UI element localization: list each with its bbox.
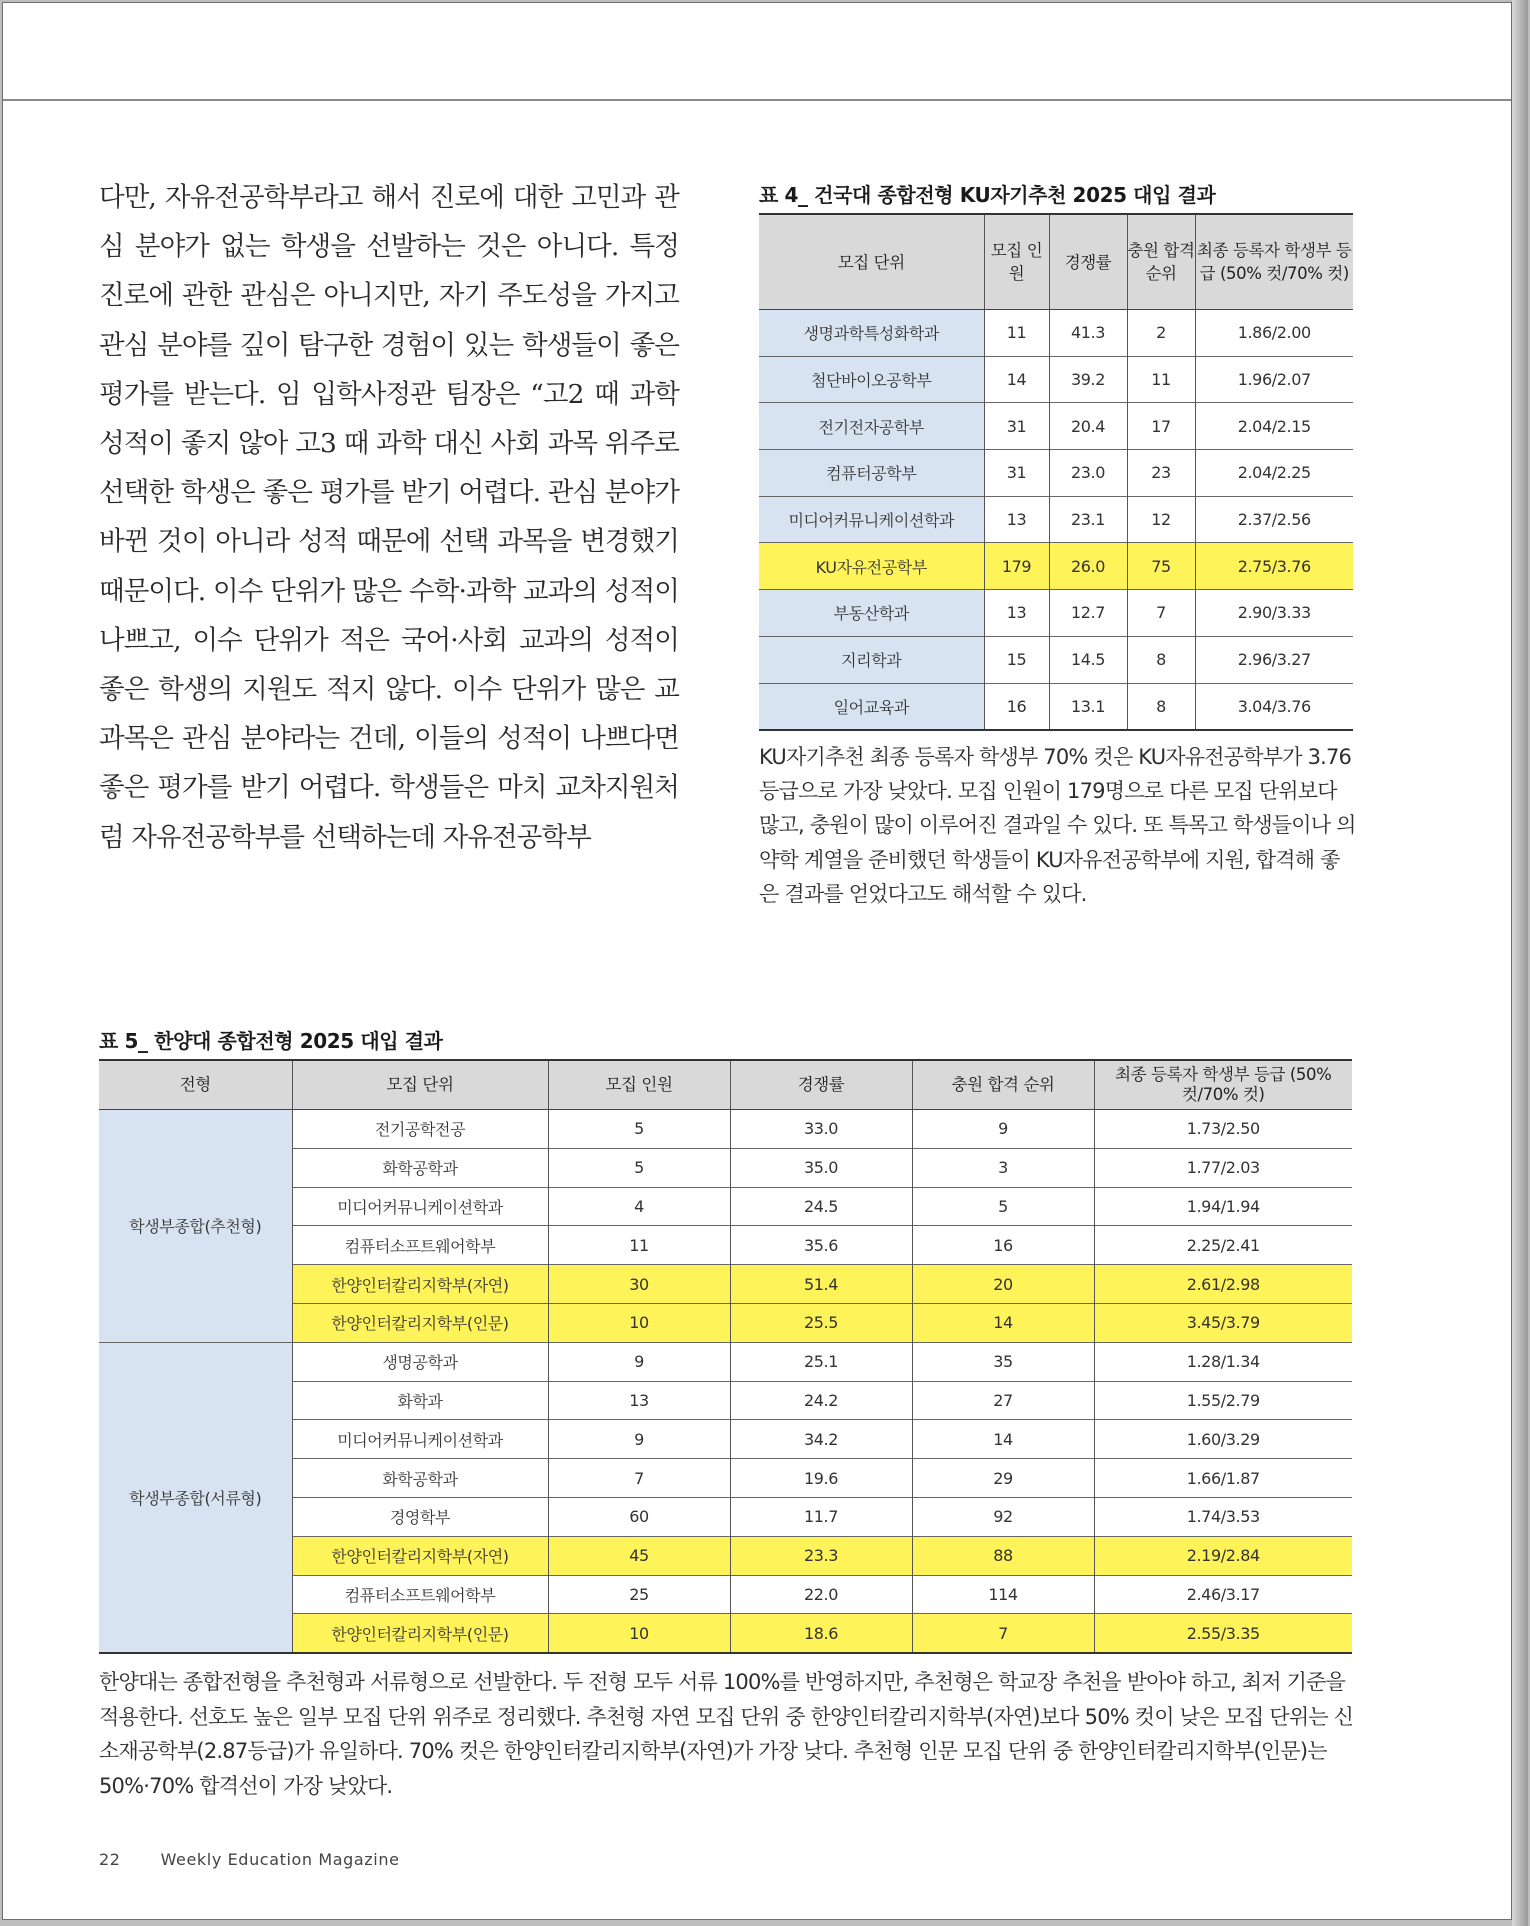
table5-cell-rank: 5 [912, 1187, 1094, 1226]
table5-cell-rank: 29 [912, 1459, 1094, 1498]
table4-cell-competition: 41.3 [1049, 310, 1127, 357]
table4-cell-unit: KU자유전공학부 [759, 543, 984, 590]
table4-note: KU자기추천 최종 등록자 학생부 70% 컷은 KU자유전공학부가 3.76등급으로 가장 낮았다. 모집 인원이 179명으로 다른 모집 단위보다 많고, 충원이 많이 이루어진 결과일 수 있다. 또 특목고 학생들이나 의약학 계열을 준비했던 학생들이 KU자유전공학부에 지원, 합격해 좋은 결과를 얻었다고도 해석할 수 있다. [759, 745, 1356, 906]
table4-cell-rank: 17 [1127, 403, 1195, 450]
table4-cell-rank: 12 [1127, 496, 1195, 543]
table4-cell-quota: 11 [984, 310, 1049, 357]
table5-header-quota: 모집 인원 [548, 1060, 730, 1110]
table4-cell-rank: 23 [1127, 450, 1195, 497]
table5-cell-quota: 9 [548, 1420, 730, 1459]
table4-cell-rank: 2 [1127, 310, 1195, 357]
table5-cell-rank: 14 [912, 1420, 1094, 1459]
table5-cell-unit: 전기공학전공 [292, 1110, 548, 1149]
table4-cell-grade: 1.96/2.07 [1195, 356, 1353, 403]
table5-cell-competition: 24.2 [730, 1381, 912, 1420]
table5-header-type: 전형 [99, 1060, 292, 1110]
table4-cell-competition: 20.4 [1049, 403, 1127, 450]
table5-cell-unit: 한양인터칼리지학부(인문) [292, 1303, 548, 1342]
table4-cell-competition: 13.1 [1049, 683, 1127, 730]
table-row [759, 450, 1353, 497]
table5-cell-competition: 51.4 [730, 1265, 912, 1304]
table5-cell-grade: 2.46/3.17 [1094, 1575, 1352, 1614]
table5-cell-quota: 13 [548, 1381, 730, 1420]
top-band [3, 3, 1511, 101]
table5-cell-quota: 60 [548, 1497, 730, 1536]
table5-cell-competition: 34.2 [730, 1420, 912, 1459]
table5-cell-quota: 11 [548, 1226, 730, 1265]
table5-cell-competition: 24.5 [730, 1187, 912, 1226]
table5-note: 한양대는 종합전형을 추천형과 서류형으로 선발한다. 두 전형 모두 서류 100%를 반영하지만, 추천형은 학교장 추천을 받아야 하고, 최저 기준을 적용한다. 선호도 높은 일부 모집 단위 위주로 정리했다. 추천형 자연 모집 단위 중 한양인터칼리지학부(자연)보다 50% 컷이 낮은 모집 단위는 신소재공학부(2.87등급)가 유일하다. 70% 컷은 한양인터칼리지학부(자연)가 가장 낮다. 추천형 인문 모집 단위 중 한양인터칼리지학부(인문)는 50%·70% 합격선이 가장 낮았다. [99, 1670, 1354, 1798]
table5-cell-unit: 미디어커뮤니케이션학과 [292, 1187, 548, 1226]
table5-cell-unit: 화학공학과 [292, 1459, 548, 1498]
table5-cell-unit: 컴퓨터소프트웨어학부 [292, 1575, 548, 1614]
table4-cell-grade: 2.04/2.15 [1195, 403, 1353, 450]
table4-cell-unit: 부동산학과 [759, 590, 984, 637]
table4-title: 표 4_ 건국대 종합전형 KU자기추천 2025 대입 결과 [759, 183, 1216, 207]
table4-cell-quota: 31 [984, 403, 1049, 450]
table5-cell-grade: 1.60/3.29 [1094, 1420, 1352, 1459]
table4-cell-competition: 14.5 [1049, 636, 1127, 683]
table5-cell-grade: 3.45/3.79 [1094, 1303, 1352, 1342]
magazine-page [2, 2, 1512, 1920]
page-number: 22 [99, 1850, 121, 1869]
table5 [99, 1059, 1352, 1654]
table5-cell-unit: 한양인터칼리지학부(자연) [292, 1265, 548, 1304]
table5-cell-competition: 19.6 [730, 1459, 912, 1498]
table5-cell-competition: 22.0 [730, 1575, 912, 1614]
table-row [759, 683, 1353, 730]
table5-cell-rank: 14 [912, 1303, 1094, 1342]
table-row [759, 590, 1353, 637]
table4-cell-competition: 26.0 [1049, 543, 1127, 590]
table4-cell-unit: 지리학과 [759, 636, 984, 683]
table4-cell-unit: 첨단바이오공학부 [759, 356, 984, 403]
table5-cell-unit: 화학공학과 [292, 1148, 548, 1187]
table4-cell-rank: 7 [1127, 590, 1195, 637]
table5-cell-unit: 생명공학과 [292, 1342, 548, 1381]
table4-cell-grade: 2.04/2.25 [1195, 450, 1353, 497]
table4-cell-quota: 179 [984, 543, 1049, 590]
table4-cell-rank: 11 [1127, 356, 1195, 403]
table4 [759, 213, 1353, 731]
table4-cell-unit: 일어교육과 [759, 683, 984, 730]
table4-cell-rank: 8 [1127, 683, 1195, 730]
table4-cell-competition: 23.0 [1049, 450, 1127, 497]
table4-cell-competition: 12.7 [1049, 590, 1127, 637]
table-row [759, 543, 1353, 590]
table4-cell-grade: 3.04/3.76 [1195, 683, 1353, 730]
table4-cell-competition: 23.1 [1049, 496, 1127, 543]
table5-cell-quota: 30 [548, 1265, 730, 1304]
table5-cell-rank: 16 [912, 1226, 1094, 1265]
table5-cell-grade: 1.66/1.87 [1094, 1459, 1352, 1498]
table5-cell-grade: 1.55/2.79 [1094, 1381, 1352, 1420]
table5-cell-rank: 114 [912, 1575, 1094, 1614]
table5-cell-competition: 25.5 [730, 1303, 912, 1342]
table5-cell-competition: 35.0 [730, 1148, 912, 1187]
table5-cell-rank: 9 [912, 1110, 1094, 1149]
table5-cell-grade: 1.74/3.53 [1094, 1497, 1352, 1536]
table4-header-competition: 경쟁률 [1049, 214, 1127, 310]
table5-cell-rank: 92 [912, 1497, 1094, 1536]
table4-header-row [759, 214, 1353, 310]
table5-cell-quota: 5 [548, 1110, 730, 1149]
table5-header-rank: 충원 합격 순위 [912, 1060, 1094, 1110]
table4-cell-grade: 2.37/2.56 [1195, 496, 1353, 543]
table5-header-row [99, 1060, 1352, 1110]
table4-header-quota: 모집 인원 [984, 214, 1049, 310]
table4-cell-quota: 14 [984, 356, 1049, 403]
table4-header-unit: 모집 단위 [759, 214, 984, 310]
table5-cell-unit: 한양인터칼리지학부(인문) [292, 1614, 548, 1653]
table4-cell-quota: 16 [984, 683, 1049, 730]
magazine-name: Weekly Education Magazine [160, 1850, 400, 1869]
table5-cell-competition: 33.0 [730, 1110, 912, 1149]
table4-cell-quota: 31 [984, 450, 1049, 497]
table5-cell-grade: 2.25/2.41 [1094, 1226, 1352, 1265]
table5-cell-unit: 한양인터칼리지학부(자연) [292, 1536, 548, 1575]
table5-title: 표 5_ 한양대 종합전형 2025 대입 결과 [99, 1029, 443, 1053]
page-curl-edge [1512, 0, 1528, 1926]
table5-cell-grade: 2.61/2.98 [1094, 1265, 1352, 1304]
table5-cell-competition: 35.6 [730, 1226, 912, 1265]
table5-cell-rank: 20 [912, 1265, 1094, 1304]
table-row [99, 1342, 1352, 1381]
table4-cell-unit: 미디어커뮤니케이션학과 [759, 496, 984, 543]
article-body: 다만, 자유전공학부라고 해서 진로에 대한 고민과 관심 분야가 없는 학생을 선발하는 것은 아니다. 특정 진로에 관한 관심은 아니지만, 자기 주도성을 가지고 관심 분야를 깊이 탐구한 경험이 있는 학생들이 좋은 평가를 받는다. 임 입학사정관 팀장은 “고2 때 과학 성적이 좋지 않아 고3 때 과학 대신 사회 과목 위주로 선택한 학생은 좋은 평가를 받기 어렵다. 관심 분야가 바뀐 것이 아니라 성적 때문에 선택 과목을 변경했기 때문이다. 이수 단위가 많은 수학·과학 교과의 성적이 나쁘고, 이수 단위가 적은 국어·사회 교과의 성적이 좋은 학생의 지원도 적지 않다. 이수 단위가 많은 교과목은 관심 분야라는 건데, 이들의 성적이 나쁘다면 좋은 평가를 받기 어렵다. 학생들은 마치 교차지원처럼 자유전공학부를 선택하는데 자유전공학부 [99, 182, 679, 853]
table4-cell-grade: 1.86/2.00 [1195, 310, 1353, 357]
table5-cell-quota: 45 [548, 1536, 730, 1575]
table4-cell-unit: 생명과학특성화학과 [759, 310, 984, 357]
table5-cell-quota: 10 [548, 1303, 730, 1342]
table5-cell-quota: 10 [548, 1614, 730, 1653]
table5-cell-rank: 7 [912, 1614, 1094, 1653]
table4-cell-competition: 39.2 [1049, 356, 1127, 403]
table-row [99, 1110, 1352, 1149]
table5-cell-unit: 컴퓨터소프트웨어학부 [292, 1226, 548, 1265]
table4-cell-unit: 컴퓨터공학부 [759, 450, 984, 497]
table5-cell-type: 학생부종합(서류형) [99, 1342, 292, 1653]
table-row [759, 310, 1353, 357]
table5-cell-grade: 1.77/2.03 [1094, 1148, 1352, 1187]
table5-cell-quota: 25 [548, 1575, 730, 1614]
table5-cell-grade: 2.19/2.84 [1094, 1536, 1352, 1575]
table4-header-grade: 최종 등록자 학생부 등급 (50% 컷/70% 컷) [1195, 214, 1353, 310]
table5-cell-rank: 27 [912, 1381, 1094, 1420]
table4-cell-quota: 13 [984, 496, 1049, 543]
table5-cell-unit: 화학과 [292, 1381, 548, 1420]
page-footer [99, 1850, 400, 1869]
table4-cell-grade: 2.96/3.27 [1195, 636, 1353, 683]
table-row [759, 356, 1353, 403]
table5-cell-competition: 11.7 [730, 1497, 912, 1536]
table5-cell-quota: 4 [548, 1187, 730, 1226]
table5-cell-rank: 88 [912, 1536, 1094, 1575]
table5-cell-grade: 1.73/2.50 [1094, 1110, 1352, 1149]
table5-cell-unit: 미디어커뮤니케이션학과 [292, 1420, 548, 1459]
table4-cell-quota: 15 [984, 636, 1049, 683]
table5-cell-rank: 35 [912, 1342, 1094, 1381]
table4-cell-rank: 75 [1127, 543, 1195, 590]
table5-cell-unit: 경영학부 [292, 1497, 548, 1536]
table-row [759, 636, 1353, 683]
table4-cell-quota: 13 [984, 590, 1049, 637]
table5-cell-competition: 23.3 [730, 1536, 912, 1575]
table5-header-unit: 모집 단위 [292, 1060, 548, 1110]
table5-cell-quota: 5 [548, 1148, 730, 1187]
table5-cell-competition: 25.1 [730, 1342, 912, 1381]
table4-cell-unit: 전기전자공학부 [759, 403, 984, 450]
table5-cell-type: 학생부종합(추천형) [99, 1110, 292, 1343]
table4-cell-rank: 8 [1127, 636, 1195, 683]
table5-cell-quota: 9 [548, 1342, 730, 1381]
table5-cell-rank: 3 [912, 1148, 1094, 1187]
table-row [759, 403, 1353, 450]
table-row [759, 496, 1353, 543]
table4-cell-grade: 2.90/3.33 [1195, 590, 1353, 637]
table5-cell-grade: 1.28/1.34 [1094, 1342, 1352, 1381]
table5-header-grade: 최종 등록자 학생부 등급 (50% 컷/70% 컷) [1094, 1060, 1352, 1110]
table5-cell-quota: 7 [548, 1459, 730, 1498]
table5-cell-grade: 2.55/3.35 [1094, 1614, 1352, 1653]
table5-cell-competition: 18.6 [730, 1614, 912, 1653]
table5-cell-grade: 1.94/1.94 [1094, 1187, 1352, 1226]
table4-cell-grade: 2.75/3.76 [1195, 543, 1353, 590]
table4-header-rank: 충원 합격 순위 [1127, 214, 1195, 310]
table5-header-competition: 경쟁률 [730, 1060, 912, 1110]
